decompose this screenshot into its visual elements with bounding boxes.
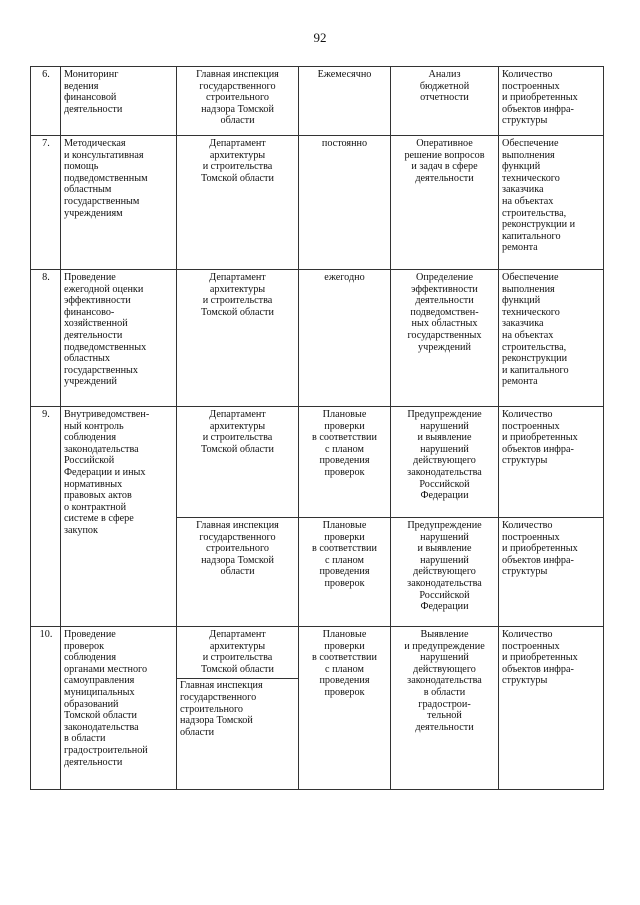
- indicator-cell: Обеспечение выполнения функций технического заказчика на объектах строительства, реконструкции и капитального ремонта: [499, 270, 604, 407]
- result-cell: Анализ бюджетной отчетности: [391, 67, 499, 136]
- table-row: [31, 270, 604, 407]
- table-row: [31, 136, 604, 270]
- indicator-cell: Количество построенных и приобретенных объектов инфра- структуры: [499, 518, 604, 627]
- executor-cell: Департамент архитектуры и строительства Томской области: [177, 136, 299, 270]
- row-number: 8.: [31, 270, 61, 407]
- activity-cell: Методическая и консультативная помощь подведомственным областным государственным учреждениям: [61, 136, 177, 270]
- executor-cell: Департамент архитектуры и строительства Томской области: [177, 407, 299, 518]
- executor-cell: Главная инспекция государственного строительного надзора Томской области: [177, 67, 299, 136]
- table-row: [31, 627, 604, 790]
- term-cell: Плановые проверки в соответствии с планом проведения проверок: [299, 518, 391, 627]
- result-cell: Предупреждение нарушений и выявление нарушений действующего законодательства Российской Федерации: [391, 407, 499, 518]
- result-cell: Оперативное решение вопросов и задач в сфере деятельности: [391, 136, 499, 270]
- row-number: 10.: [31, 627, 61, 790]
- activity-cell: Проведение ежегодной оценки эффективности финансово- хозяйственной деятельности подведомственных областных государственных учреждений: [61, 270, 177, 407]
- row-number: 7.: [31, 136, 61, 270]
- indicator-cell: Количество построенных и приобретенных объектов инфра- структуры: [499, 627, 604, 790]
- term-cell: ежегодно: [299, 270, 391, 407]
- indicator-cell: Количество построенных и приобретенных объектов инфра- структуры: [499, 407, 604, 518]
- term-cell: постоянно: [299, 136, 391, 270]
- row-number: 9.: [31, 407, 61, 627]
- plan-table: [30, 66, 604, 790]
- row-number: 6.: [31, 67, 61, 136]
- executor-sub: Главная инспекция государственного строительного надзора Томской области: [177, 678, 298, 738]
- activity-cell: Внутриведомствен- ный контроль соблюдения законодательства Российской Федерации и иных нормативных правовых актов о контрактной системе в сфере закупок: [61, 407, 177, 627]
- result-cell: Выявление и предупреждение нарушений действующего законодательства в области градострои- тельной деятельности: [391, 627, 499, 790]
- indicator-cell: Количество построенных и приобретенных объектов инфра- структуры: [499, 67, 604, 136]
- executor-cell: Департамент архитектуры и строительства Томской области: [177, 270, 299, 407]
- activity-cell: Мониторинг ведения финансовой деятельности: [61, 67, 177, 136]
- result-cell: Предупреждение нарушений и выявление нарушений действующего законодательства Российской Федерации: [391, 518, 499, 627]
- page-number: 92: [313, 30, 327, 45]
- term-cell: Ежемесячно: [299, 67, 391, 136]
- result-cell: Определение эффективности деятельности подведомствен- ных областных государственных учреждений: [391, 270, 499, 407]
- executor-cell: [177, 627, 299, 790]
- table-row: [31, 67, 604, 136]
- executor-main: Департамент архитектуры и строительства Томской области: [201, 629, 274, 675]
- activity-cell: Проведение проверок соблюдения органами местного самоуправления муниципальных образований Томской области законодательства в области градостроительной деятельности: [61, 627, 177, 790]
- term-cell: Плановые проверки в соответствии с планом проведения проверок: [299, 407, 391, 518]
- table-row: [31, 407, 604, 518]
- executor-cell: Главная инспекция государственного строительного надзора Томской области: [177, 518, 299, 627]
- term-cell: Плановые проверки в соответствии с планом проведения проверок: [299, 627, 391, 790]
- indicator-cell: Обеспечение выполнения функций технического заказчика на объектах строительства, реконструкции и капитального ремонта: [499, 136, 604, 270]
